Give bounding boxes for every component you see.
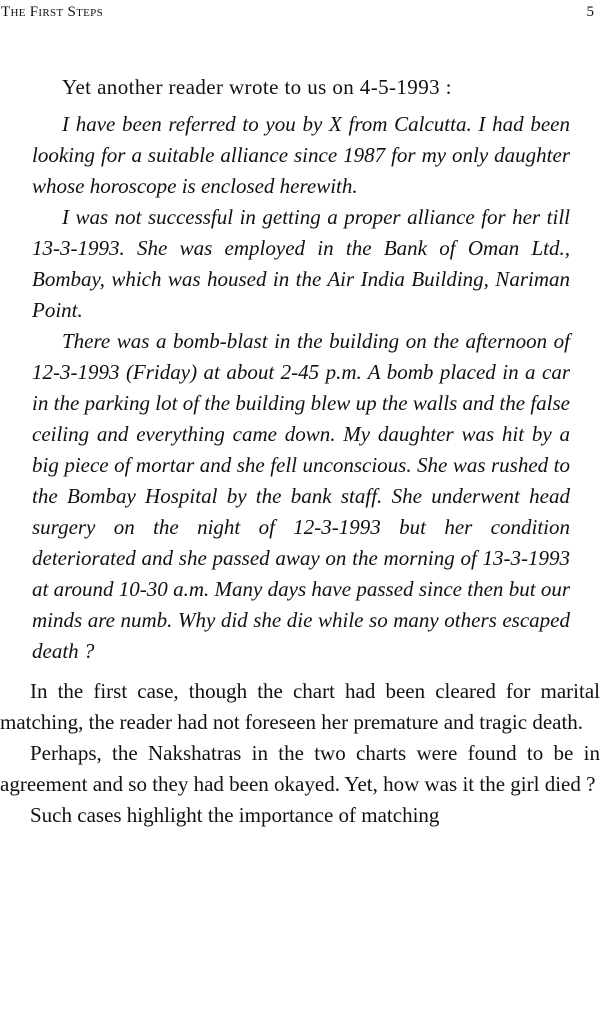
letter-paragraph: There was a bomb-blast in the building on the afternoon of 12-3-1993 (Friday) at about 2-45 p.m. A bomb placed in a car in the parking lot of the building blew up the walls and the false ceiling and everything came down. My daughter was hit by a big piece of mortar and she fell unconscious. She was rushed to the Bombay Hospital by the bank staff. She underwent head surgery on the night of 12-3-1993 but her condition deteriorated and she passed away on the morning of 13-3-1993 at around 10-30 a.m. Many days have passed since then but our minds are numb. Why did she die while so many others escaped death ? [32,329,570,663]
body-paragraph: Perhaps, the Nakshatras in the two charts were found to be in agreement and so they had been okayed. Yet, how was it the girl died ? [0,741,600,796]
letter-paragraph: I have been referred to you by X from Calcutta. I had been looking for a suitable alliance since 1987 for my only daughter whose horoscope is enclosed herewith. [32,112,570,198]
intro-line: Yet another reader wrote to us on 4-5-1993 : [62,75,452,99]
letter-paragraph: I was not successful in getting a proper alliance for her till 13-3-1993. She was employed in the Bank of Oman Ltd., Bombay, which was housed in the Air India Building, Nariman Point. [32,205,570,322]
page-body [0,72,600,831]
commentary [0,676,600,831]
running-title: The First Steps [1,4,104,20]
body-paragraph: Such cases highlight the importance of matching [30,803,440,827]
running-header [0,4,600,24]
page-number: 5 [586,4,594,20]
body-paragraph: In the first case, though the chart had been cleared for marital matching, the reader had not foreseen her premature and tragic death. [0,679,600,734]
quoted-letter [0,109,600,667]
